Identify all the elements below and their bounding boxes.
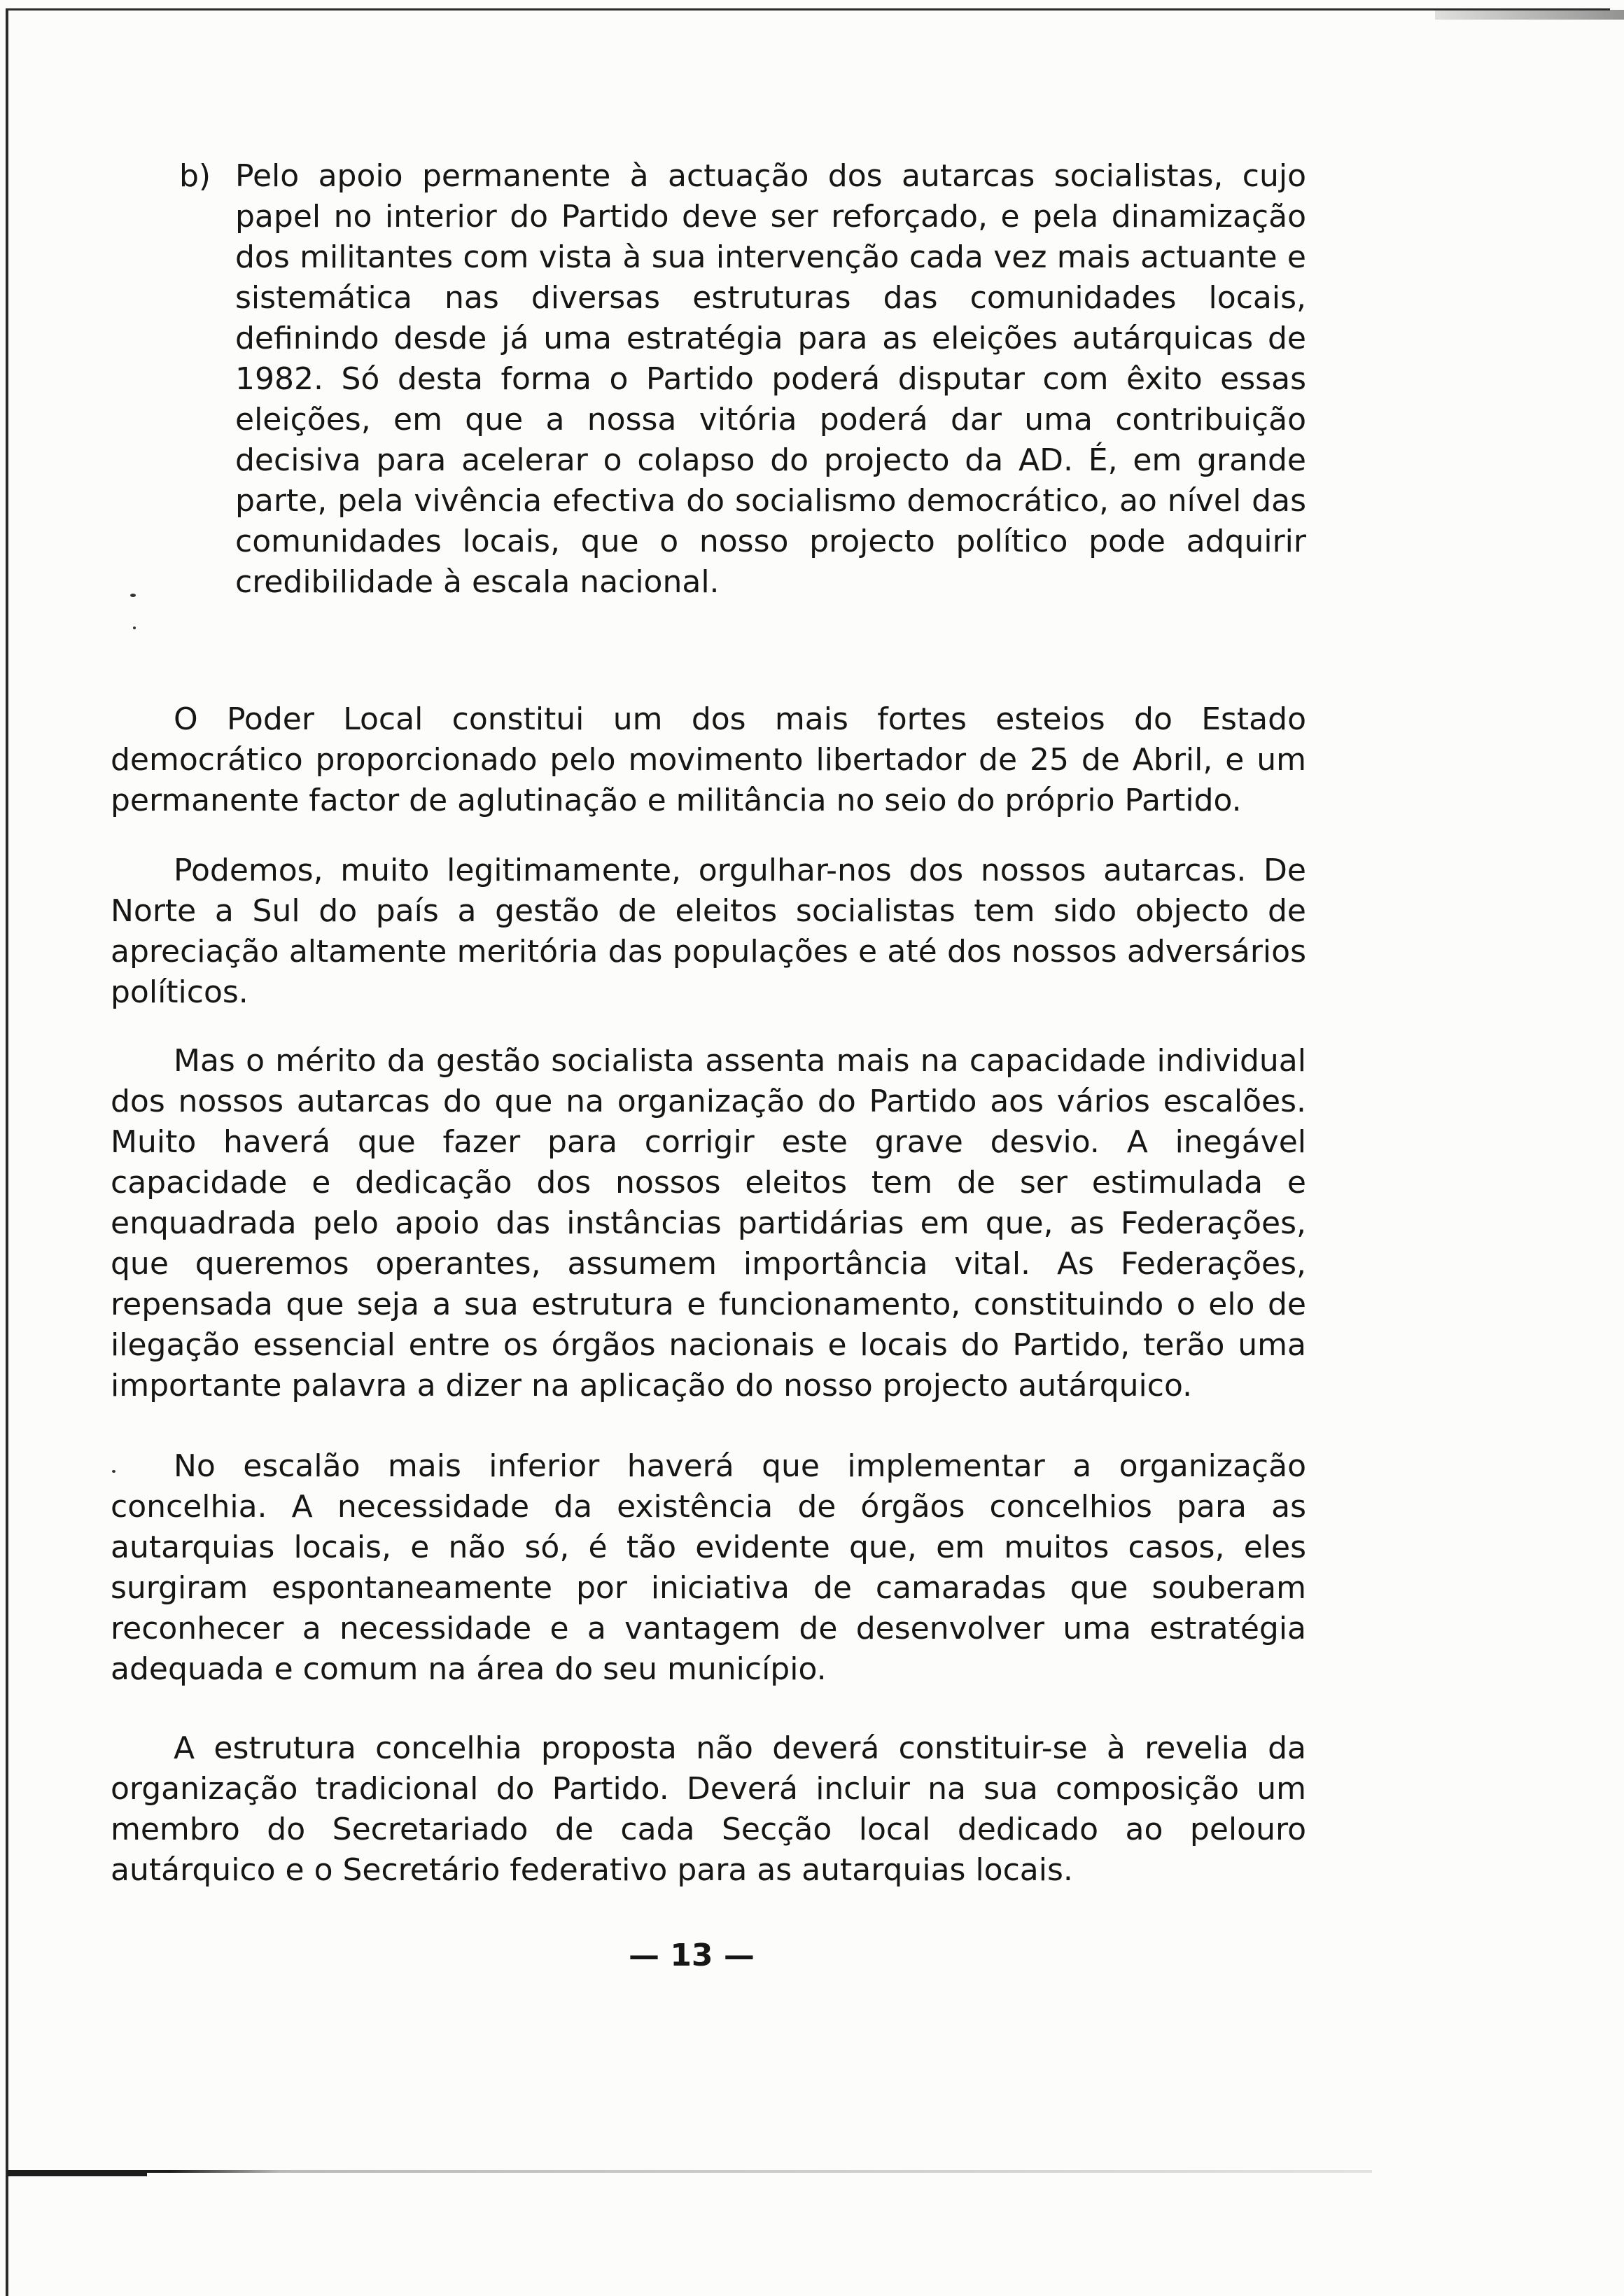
paragraph-merito-gestao: Mas o mérito da gestão socialista assenta mais na capacidade individual dos nossos autarcas do que na organização do Partido aos vários escalões. Muito haverá que fazer para corrigir este grave desvio. A inegável capacidade e dedicação dos nossos eleitos tem de ser estimulada e enquadrada pelo apoio das instâncias partidárias em que, as Federações, que queremos operantes, assumem importância vital. As Federações, repensada que seja a sua estrutura e funcionamento, constituindo o elo de ilegação essencial entre os órgãos nacionais e locais do Partido, terão uma importante palavra a dizer na aplicação do nosso projecto autárquico. xyxy=(111,1043,1306,1404)
scan-border-left xyxy=(6,8,8,2296)
paragraph-estrutura-concelhia: A estrutura concelhia proposta não deverá constituir-se à revelia da organização tradicional do Partido. Deverá incluir na sua composição um membro do Secretariado de cada Secção local dedicado ao pelouro autárquico e o Secretário federativo para as autarquias locais. xyxy=(111,1730,1306,1888)
list-marker: b) xyxy=(179,158,211,194)
paragraph-autarcas: Podemos, muito legitimamente, orgulhar-nos dos nossos autarcas. De Norte a Sul do país a gestão de eleitos socialistas tem sido objecto de apreciação altamente meritória das populações e até dos nossos adversários políticos. xyxy=(111,853,1306,1010)
paragraph-poder-local: O Poder Local constitui um dos mais fortes esteios do Estado democrático proporcionado pelo movimento libertador de 25 de Abril, e um permanente factor de aglutinação e militância no seio do próprio Partido. xyxy=(111,701,1306,818)
list-item-b-text: Pelo apoio permanente à actuação dos autarcas socialistas, cujo papel no interior do Partido deve ser reforçado, e pela dinamização dos militantes com vista à sua intervenção cada vez mais actuante e sistemática nas diversas estruturas das comunidades locais, definindo desde já uma estratégia para as eleições autárquicas de 1982. Só desta forma o Partido poderá disputar com êxito essas eleições, em que a nossa vitória poderá dar uma contribuição decisiva para acelerar o colapso do projecto da AD. É, em grande parte, pela vivência efectiva do socialismo democrático, ao nível das comunidades locais, que o nosso projecto político pode adquirir credibilidade à escala nacional. xyxy=(235,158,1306,600)
scan-shadow-top-right xyxy=(1435,10,1624,20)
scan-border-bottom xyxy=(7,2170,1372,2173)
scan-speck xyxy=(133,626,136,629)
scan-speck xyxy=(130,594,136,597)
scan-border-top xyxy=(7,8,1610,10)
scan-border-bottom-mark xyxy=(7,2173,147,2176)
page-number-text: — 13 — xyxy=(629,1938,755,1973)
paragraph-organizacao-concelhia: No escalão mais inferior haverá que implementar a organização concelhia. A necessidade da existência de órgãos concelhios para as autarquias locais, e não só, é tão evidente que, em muitos casos, eles surgiram espontaneamente por iniciativa de camaradas que souberam reconhecer a necessidade e a vantagem de desenvolver uma estratégia adequada e comum na área do seu município. xyxy=(111,1448,1306,1687)
